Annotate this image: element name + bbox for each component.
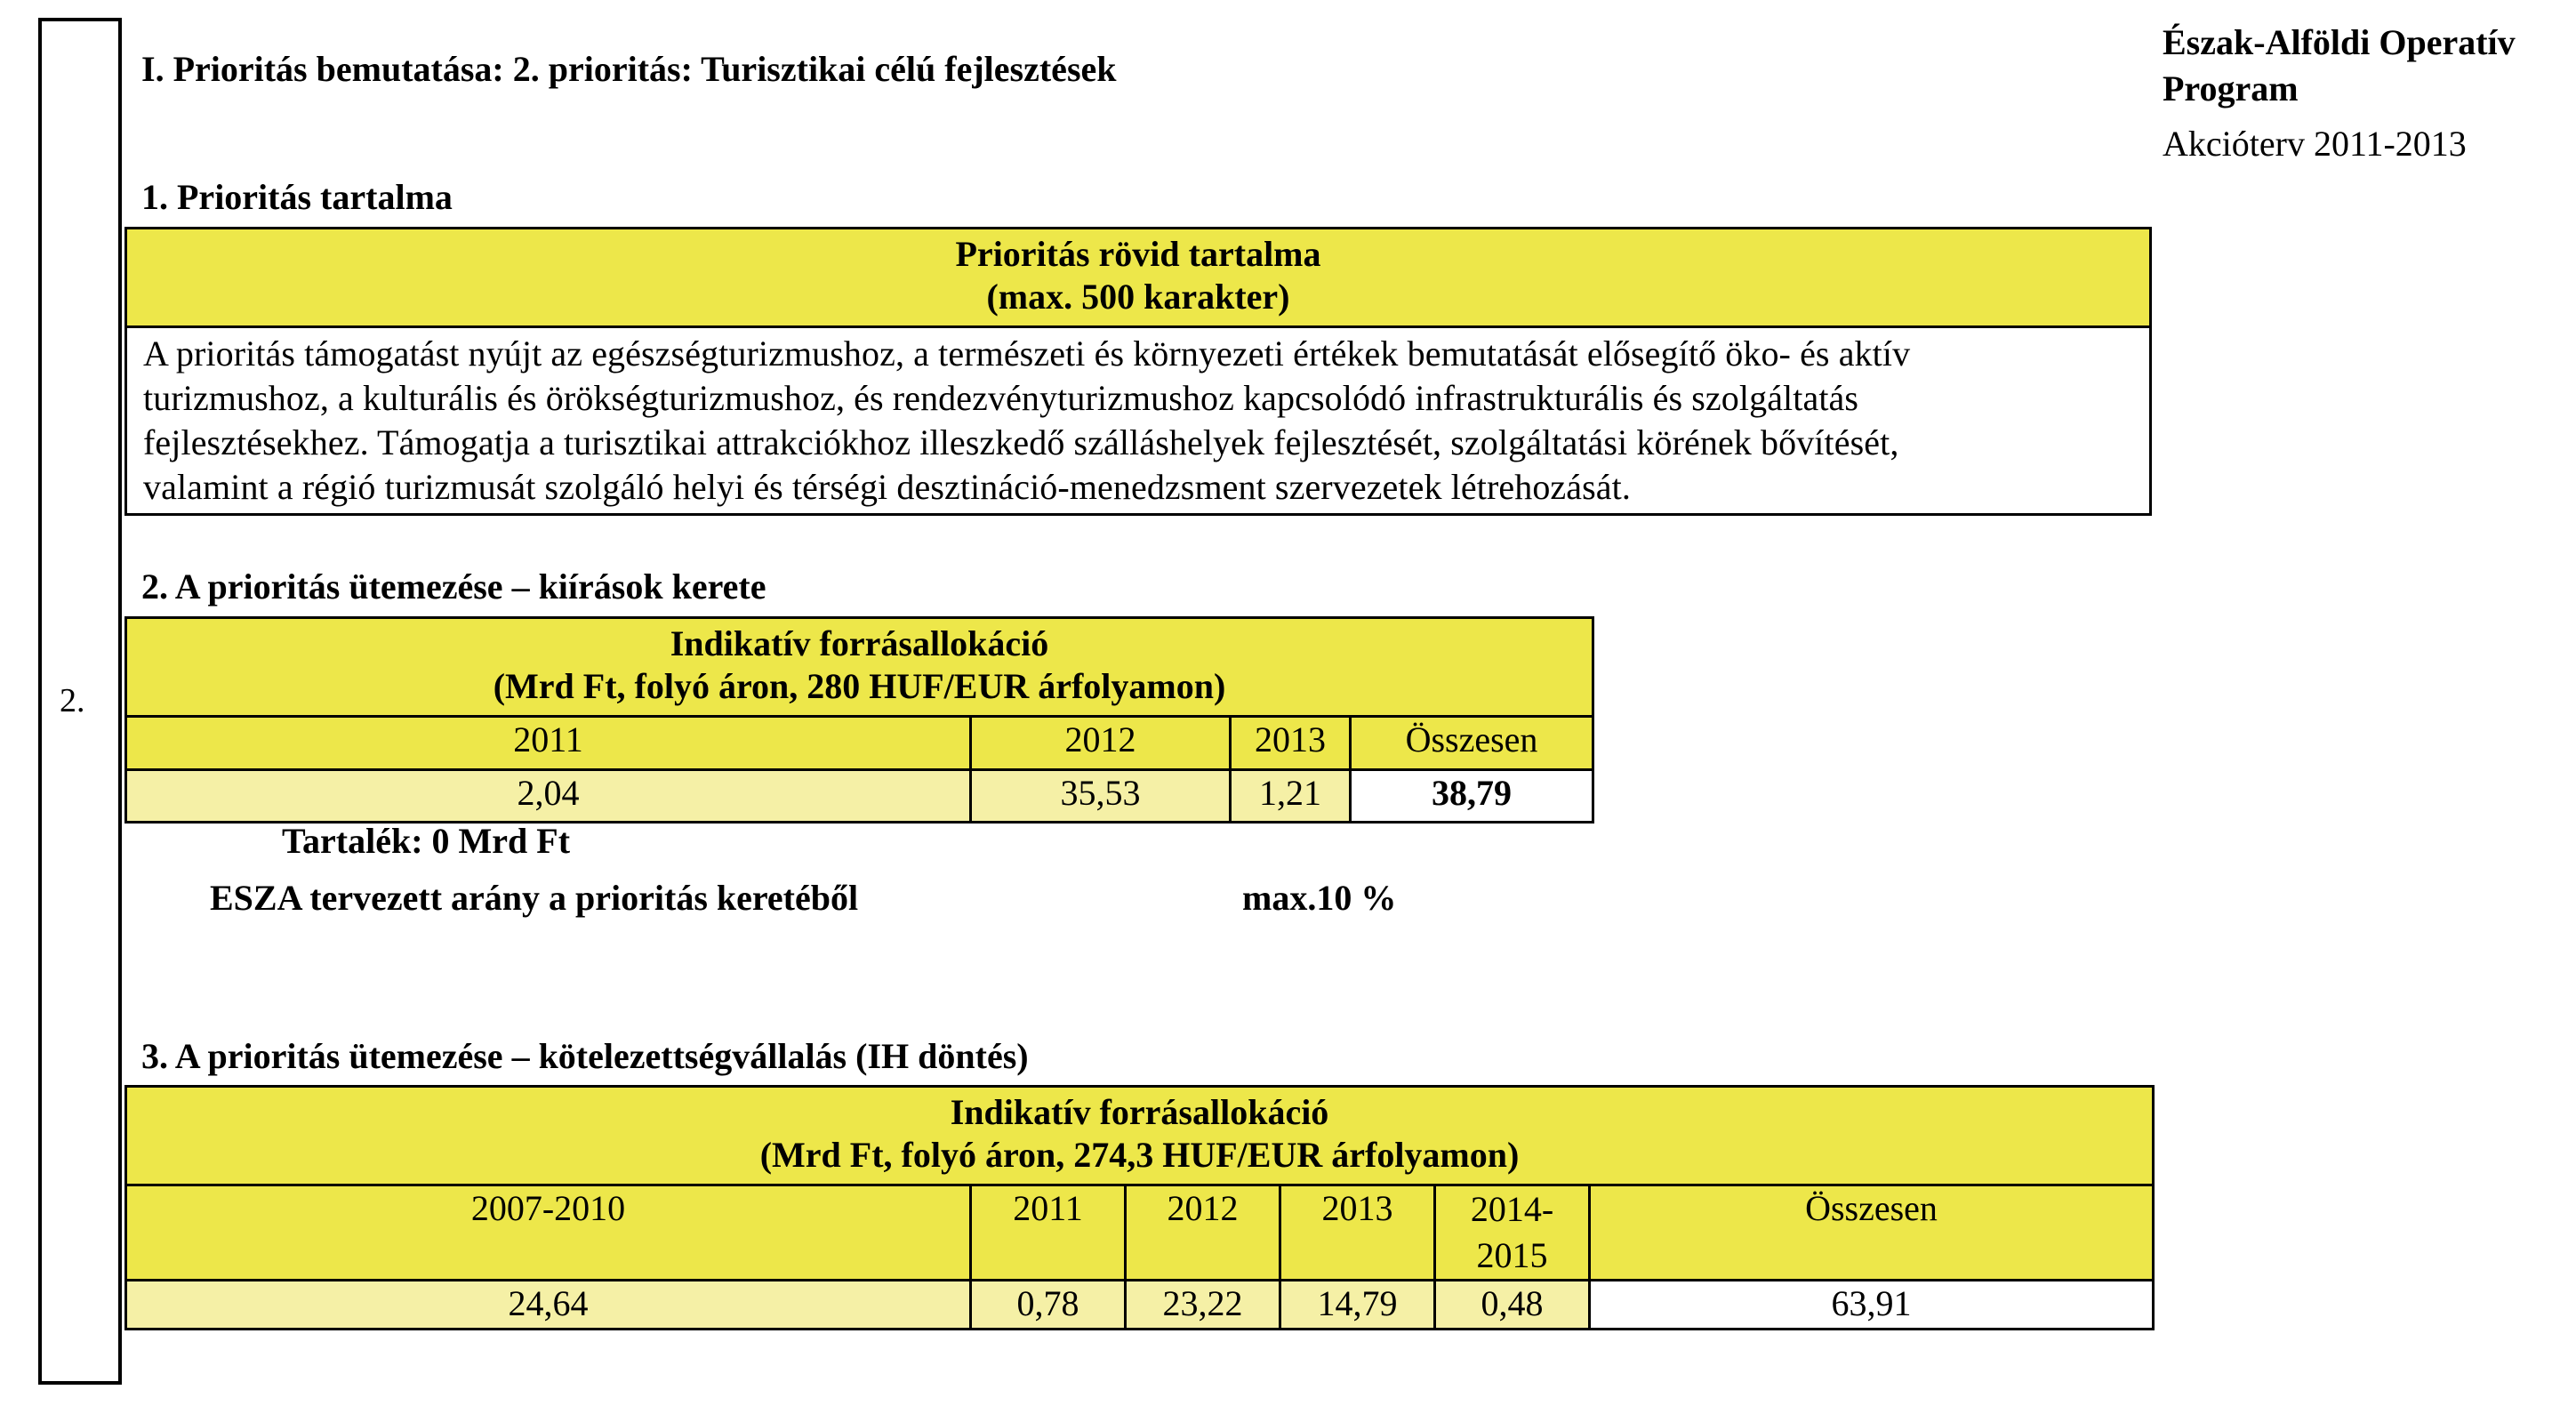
value-2013: 14,79 (1280, 1281, 1435, 1330)
program-header (2163, 20, 2516, 167)
value-total: 38,79 (1351, 770, 1593, 823)
value-2012: 35,53 (971, 770, 1231, 823)
esza-value: max.10 % (1242, 878, 1397, 918)
col-header-2013: 2013 (1280, 1185, 1435, 1281)
esza-label: ESZA tervezett arány a prioritás keretéből (210, 878, 859, 918)
content-line: turizmushoz, a kulturális és örökségturizmushoz, és rendezvényturizmushoz kapcsolódó infrastrukturális és szolgáltatás (143, 378, 1859, 418)
priority-content-text (126, 327, 2151, 515)
commitment-header (126, 1087, 2154, 1185)
col-header-2013: 2013 (1231, 717, 1351, 770)
col-header-2012: 2012 (971, 717, 1231, 770)
value-2007-2010: 24,64 (126, 1281, 971, 1330)
row-number: 2. (60, 682, 85, 719)
content-line: fejlesztésekhez. Támogatja a turisztikai attrakciókhoz illeszkedő szálláshelyek fejlesztését, szolgáltatási körének bővítését, (143, 422, 1899, 462)
col-header-2014-2015-line2: 2015 (1476, 1235, 1548, 1275)
commitment-table (124, 1085, 2155, 1330)
col-header-total: Összesen (1351, 717, 1593, 770)
col-header-2014-2015 (1435, 1185, 1590, 1281)
commitment-header-line2: (Mrd Ft, folyó áron, 274,3 HUF/EUR árfolyamon) (759, 1135, 1520, 1175)
action-plan-label: Akcióterv 2011-2013 (2163, 124, 2467, 164)
tender-frame-header-line1: Indikatív forrásallokáció (670, 623, 1049, 663)
page-title: I. Prioritás bemutatása: 2. prioritás: Turisztikai célú fejlesztések (141, 49, 1117, 89)
col-header-2012: 2012 (1126, 1185, 1280, 1281)
priority-content-header (126, 229, 2151, 327)
col-header-2011: 2011 (126, 717, 971, 770)
value-2011: 0,78 (971, 1281, 1126, 1330)
value-2012: 23,22 (1126, 1281, 1280, 1330)
commitment-header-line1: Indikatív forrásallokáció (950, 1092, 1329, 1132)
section3-title: 3. A prioritás ütemezése – kötelezettségvállalás (IH döntés) (141, 1036, 1029, 1076)
value-2011: 2,04 (126, 770, 971, 823)
content-line: A prioritás támogatást nyújt az egészségturizmushoz, a természeti és környezeti értékek bemutatását elősegítő öko- és aktív (143, 333, 1911, 374)
section1-title: 1. Prioritás tartalma (141, 177, 453, 217)
content-line: valamint a régió turizmusát szolgáló helyi és térségi desztináció-menedzsment szervezetek létrehozását. (143, 467, 1631, 507)
priority-content-header-line1: Prioritás rövid tartalma (955, 234, 1321, 274)
col-header-2011: 2011 (971, 1185, 1126, 1281)
program-name-line1: Észak-Alföldi Operatív (2163, 22, 2516, 62)
tender-frame-header-line2: (Mrd Ft, folyó áron, 280 HUF/EUR árfolyamon) (493, 666, 1226, 706)
value-2013: 1,21 (1231, 770, 1351, 823)
col-header-total: Összesen (1590, 1185, 2154, 1281)
value-2014-2015: 0,48 (1435, 1281, 1590, 1330)
col-header-2007-2010: 2007-2010 (126, 1185, 971, 1281)
tender-frame-header (126, 618, 1593, 717)
section2-title: 2. A prioritás ütemezése – kiírások kerete (141, 566, 766, 607)
tender-frame-table (124, 616, 1594, 824)
priority-content-table (124, 227, 2152, 516)
col-header-2014-2015-line1: 2014- (1470, 1189, 1554, 1229)
reserve-label: Tartalék: 0 Mrd Ft (282, 821, 571, 861)
program-name-line2: Program (2163, 68, 2299, 108)
priority-content-header-line2: (max. 500 karakter) (986, 277, 1290, 317)
value-total: 63,91 (1590, 1281, 2154, 1330)
